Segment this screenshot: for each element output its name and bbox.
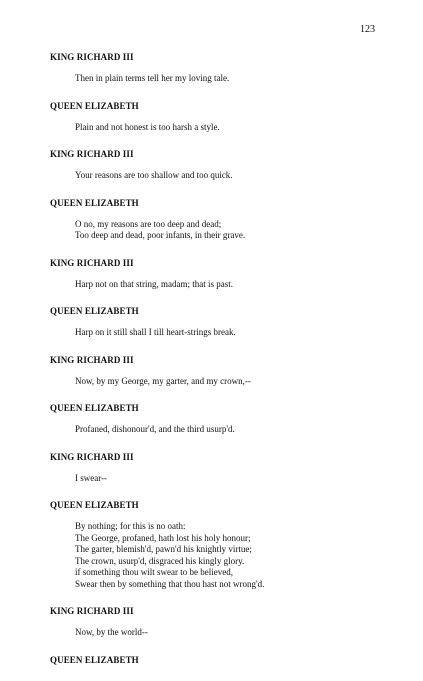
speech-line: Too deep and dead, poor infants, in their grave. — [75, 230, 246, 240]
speech-block — [50, 402, 380, 436]
speech-block — [50, 100, 380, 134]
speech-line: Swear then by something that thou hast not wrong'd. — [75, 578, 265, 589]
speech-line: Your reasons are too shallow and too quick. — [75, 170, 233, 180]
speaker-name: KING RICHARD III — [50, 451, 134, 462]
speech-line: I swear-- — [75, 472, 108, 483]
speech-line: O no, my reasons are too deep and dead; — [75, 218, 222, 229]
speech-line: The George, profaned, hath lost his holy honour; — [75, 532, 251, 543]
speech-line: Plain and not honest is too harsh a style. — [75, 121, 220, 132]
speech-line: By nothing; for this is no oath: — [75, 521, 186, 531]
speaker-name: KING RICHARD III — [50, 257, 134, 268]
speech-line: Harp on it still shall I till heart-strings break. — [75, 327, 236, 337]
speech-line: Then in plain terms tell her my loving tale. — [75, 73, 230, 83]
page-number: 123 — [360, 24, 375, 35]
speaker-name: KING RICHARD III — [50, 354, 134, 365]
speaker-name: QUEEN ELIZABETH — [50, 500, 139, 510]
speech-block — [50, 354, 380, 388]
speech-block — [50, 51, 380, 85]
speech-block — [50, 257, 380, 291]
speech-block — [50, 499, 380, 590]
speech-block — [50, 148, 380, 182]
speech-line: if something thou wilt swear to be believed, — [75, 567, 233, 577]
speech-line: The garter, blemish'd, pawn'd his knightly virtue; — [75, 544, 252, 554]
speaker-name: QUEEN ELIZABETH — [50, 654, 139, 665]
speaker-name: QUEEN ELIZABETH — [50, 197, 139, 208]
speaker-name: QUEEN ELIZABETH — [50, 306, 139, 316]
speaker-name: KING RICHARD III — [50, 149, 134, 159]
speech-line: Now, by my George, my garter, and my crown,-- — [75, 375, 251, 386]
speaker-name: QUEEN ELIZABETH — [50, 403, 139, 413]
speech-line: Profaned, dishonour'd, and the third usurp'd. — [75, 424, 235, 434]
speech-block — [50, 451, 380, 485]
dialogue-content — [50, 51, 380, 681]
speech-block — [50, 605, 380, 639]
speech-line: The crown, usurp'd, disgraced his kingly glory. — [75, 555, 245, 566]
speech-line: Now, by the world-- — [75, 627, 148, 637]
speech-block — [50, 197, 380, 242]
speaker-name: QUEEN ELIZABETH — [50, 100, 139, 111]
speech-block — [50, 305, 380, 339]
speaker-name: KING RICHARD III — [50, 606, 134, 616]
speaker-name: KING RICHARD III — [50, 52, 134, 62]
speech-block — [50, 654, 380, 666]
speech-line: Harp not on that string, madam; that is past. — [75, 278, 233, 289]
